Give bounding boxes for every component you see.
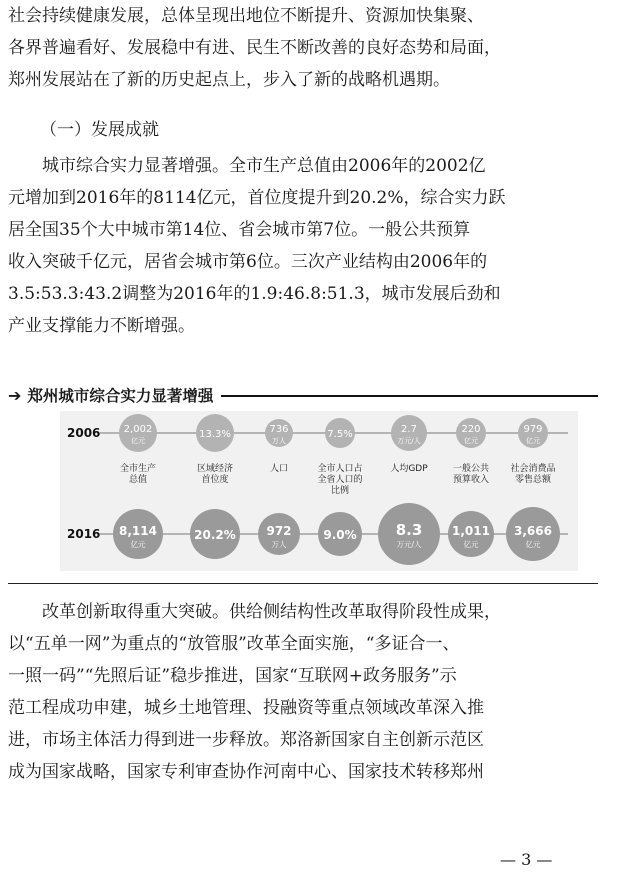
category-label: 区域经济: [196, 464, 234, 474]
value-2006: 220: [461, 424, 481, 435]
value-2016: 3,666: [514, 524, 552, 538]
text-line: 郑州发展站在了新的历史起点上，步入了新的战略机遇期。: [8, 70, 450, 90]
value-2006: 2.7: [401, 424, 417, 435]
unit-2006: 万人: [272, 437, 286, 445]
text-line: 城市综合实力显著增强。全市生产总值由2006年的2002亿: [42, 156, 486, 176]
text-line: 居全国35个大中城市第14位、省会城市第7位。一般公共预算: [8, 220, 471, 240]
value-2016: 20.2%: [194, 528, 236, 542]
text-line: 3.5:53.3:43.2调整为2016年的1.9:46.8:51.3，城市发展后劲和: [8, 284, 501, 304]
figure-title-bar: [8, 382, 598, 408]
value-2006: 7.5%: [327, 429, 353, 440]
unit-2006: 亿元: [464, 437, 478, 445]
paragraph-reform: [8, 596, 608, 788]
unit-2016: 亿元: [463, 540, 479, 549]
value-2016: 1,011: [452, 524, 490, 538]
value-2016: 8.3: [395, 521, 423, 539]
value-2006: 13.3%: [199, 429, 231, 440]
text-line: 产业支撑能力不断增强。: [8, 316, 195, 336]
year-2006-label: 2006: [67, 426, 101, 440]
text-line: 以“五单一网”为重点的“放管服”改革全面实施，“多证合一、: [8, 634, 460, 654]
figure-bottom-rule: [8, 583, 598, 584]
arrow-right-icon: ➔: [8, 385, 22, 405]
infographic: [60, 411, 578, 571]
category-label: 全市生产: [119, 464, 157, 474]
text-line: 进，市场主体活力得到进一步释放。郑洛新国家自主创新示范区: [8, 730, 484, 750]
unit-2016: 亿元: [130, 540, 146, 549]
text-line: 改革创新取得重大突破。供给侧结构性改革取得阶段性成果，: [42, 602, 501, 622]
text-line: 一照一码”“先照后证”稳步推进，国家“互联网+政务服务”示: [8, 666, 457, 686]
figure-title: 郑州城市综合实力显著增强: [27, 387, 214, 405]
unit-2016: 亿元: [525, 540, 541, 549]
category-label: 零售总额: [514, 475, 552, 485]
value-2016: 8,114: [119, 524, 157, 538]
category-label: 一般公共: [452, 464, 490, 474]
category-label: 预算收入: [452, 475, 490, 485]
category-label: 人口: [269, 464, 289, 474]
text-line: 成为国家战略，国家专利审查协作河南中心、国家技术转移郑州: [8, 762, 484, 782]
intro-paragraph: [8, 0, 608, 96]
paragraph-achievements: [8, 150, 608, 342]
value-2016: 972: [266, 524, 292, 538]
unit-2016: 万人: [271, 540, 287, 549]
category-label: 比例: [330, 486, 350, 496]
text-line: 范工程成功申建，城乡土地管理、投融资等重点领域改革深入推: [8, 698, 484, 718]
title-rule: [221, 395, 598, 397]
infographic-panel: [60, 411, 578, 571]
category-label: 全省人口的: [317, 475, 363, 485]
category-label: 全市人口占: [317, 464, 363, 474]
unit-2016: 万元/人: [396, 540, 422, 549]
unit-2006: 亿元: [131, 437, 145, 445]
value-2006: 736: [269, 424, 289, 435]
value-2006: 979: [523, 424, 543, 435]
year-2016-label: 2016: [67, 527, 101, 541]
section-heading: （一）发展成就: [40, 120, 159, 140]
text-line: 元增加到2016年的8114亿元，首位度提升到20.2%，综合实力跃: [8, 188, 506, 208]
unit-2006: 万元/人: [397, 437, 421, 445]
category-label: 社会消费品: [510, 464, 556, 474]
page-number: — 3 —: [500, 850, 553, 869]
text-line: 收入突破千亿元，居省会城市第6位。三次产业结构由2006年的: [8, 252, 488, 272]
category-label: 总值: [128, 475, 148, 485]
text-line: 各界普遍看好、发展稳中有进、民生不断改善的良好态势和局面，: [8, 38, 501, 58]
value-2016: 9.0%: [323, 528, 357, 542]
category-label: 人均GDP: [390, 464, 428, 474]
text-line: 社会持续健康发展，总体呈现出地位不断提升、资源加快集聚、: [8, 6, 484, 26]
category-label: 首位度: [201, 475, 229, 485]
unit-2006: 亿元: [526, 437, 540, 445]
value-2006: 2,002: [123, 424, 153, 435]
